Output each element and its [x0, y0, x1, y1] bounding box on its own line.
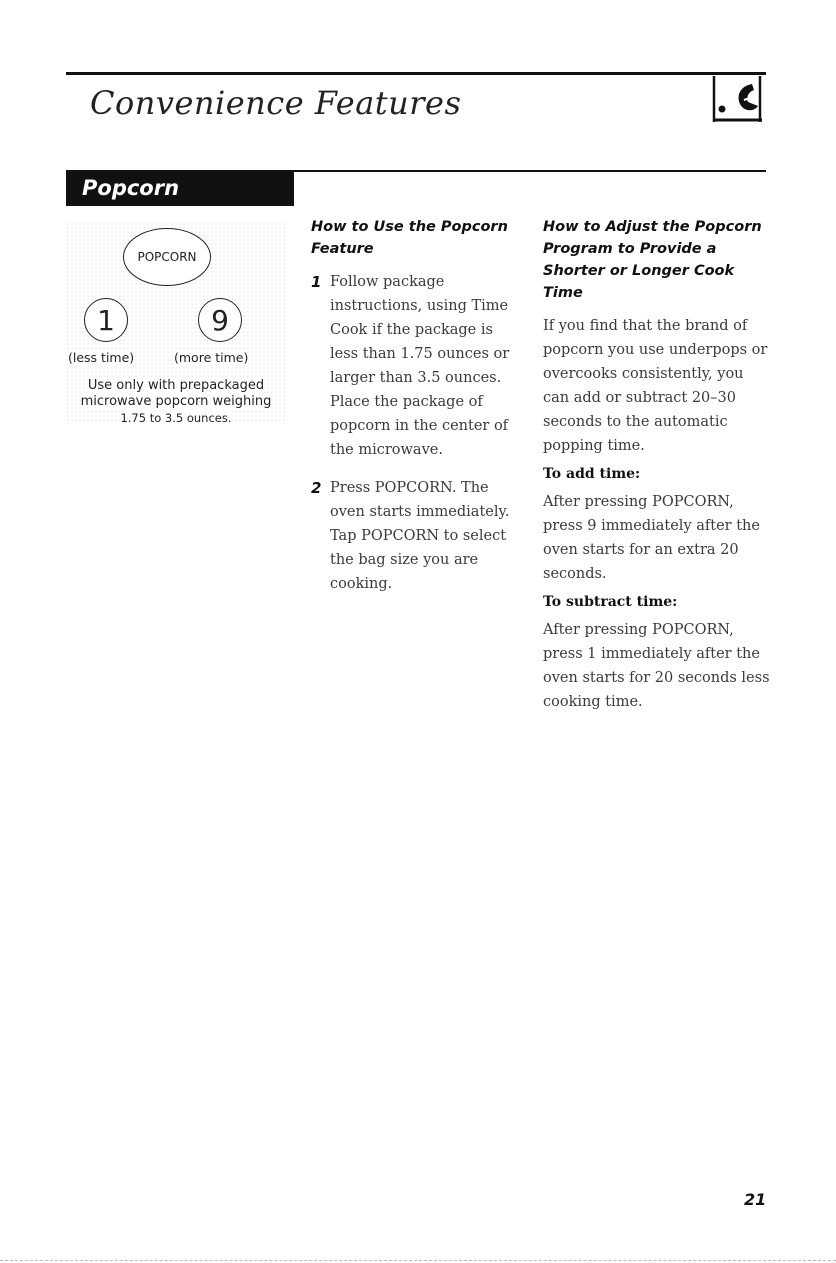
how-to-adjust-heading: How to Adjust the Popcorn Program to Provide a Shorter or Longer Cook Time [543, 219, 762, 301]
step-text: Follow package instructions, using Time Cook if the package is less than 1.75 ounces or larger than 3.5 ounces. Place the package of popcorn in the center of the microwave. [330, 274, 510, 458]
control-panel-illustration [66, 222, 286, 425]
number-nine-key: 9 [198, 298, 242, 342]
add-time-text: After pressing POPCORN, press 9 immediately after the oven starts for an extra 20 seconds. [543, 494, 760, 582]
bottom-edge [0, 1260, 836, 1261]
panel-note [66, 378, 286, 427]
adjust-intro: If you find that the brand of popcorn you use underpops or overcooks consistently, you can add or subtract 20–30 seconds to the automatic popping time. [543, 318, 768, 454]
how-to-use-heading: How to Use the Popcorn Feature [311, 219, 508, 257]
subtract-time-heading: To subtract time: [543, 594, 678, 610]
step-item [311, 476, 521, 596]
more-time-label: (more time) [174, 350, 249, 365]
section-tab: Popcorn [66, 170, 294, 206]
less-time-label: (less time) [68, 350, 135, 365]
step-number: 1 [311, 273, 322, 291]
step-item [311, 270, 521, 462]
add-time-heading: To add time: [543, 466, 641, 482]
microwave-steam-icon [712, 76, 762, 122]
subtract-time-text: After pressing POPCORN, press 1 immediately after the oven starts for 20 seconds less cooking time. [543, 622, 770, 710]
page-number: 21 [744, 1190, 767, 1209]
header-rule [66, 72, 766, 75]
panel-note-line1: Use only with prepackaged [87, 378, 265, 393]
popcorn-key: POPCORN [123, 228, 211, 286]
step-number: 2 [311, 479, 322, 497]
panel-note-line3: 1.75 to 3.5 ounces. [120, 411, 232, 425]
panel-note-line2: microwave popcorn weighing [80, 394, 272, 409]
number-one-key: 1 [84, 298, 128, 342]
how-to-adjust-column [543, 216, 771, 722]
page-title: Convenience Features [90, 84, 462, 122]
how-to-use-column [311, 216, 521, 610]
step-text: Press POPCORN. The oven starts immediately. Tap POPCORN to select the bag size you are cooking. [330, 480, 510, 592]
